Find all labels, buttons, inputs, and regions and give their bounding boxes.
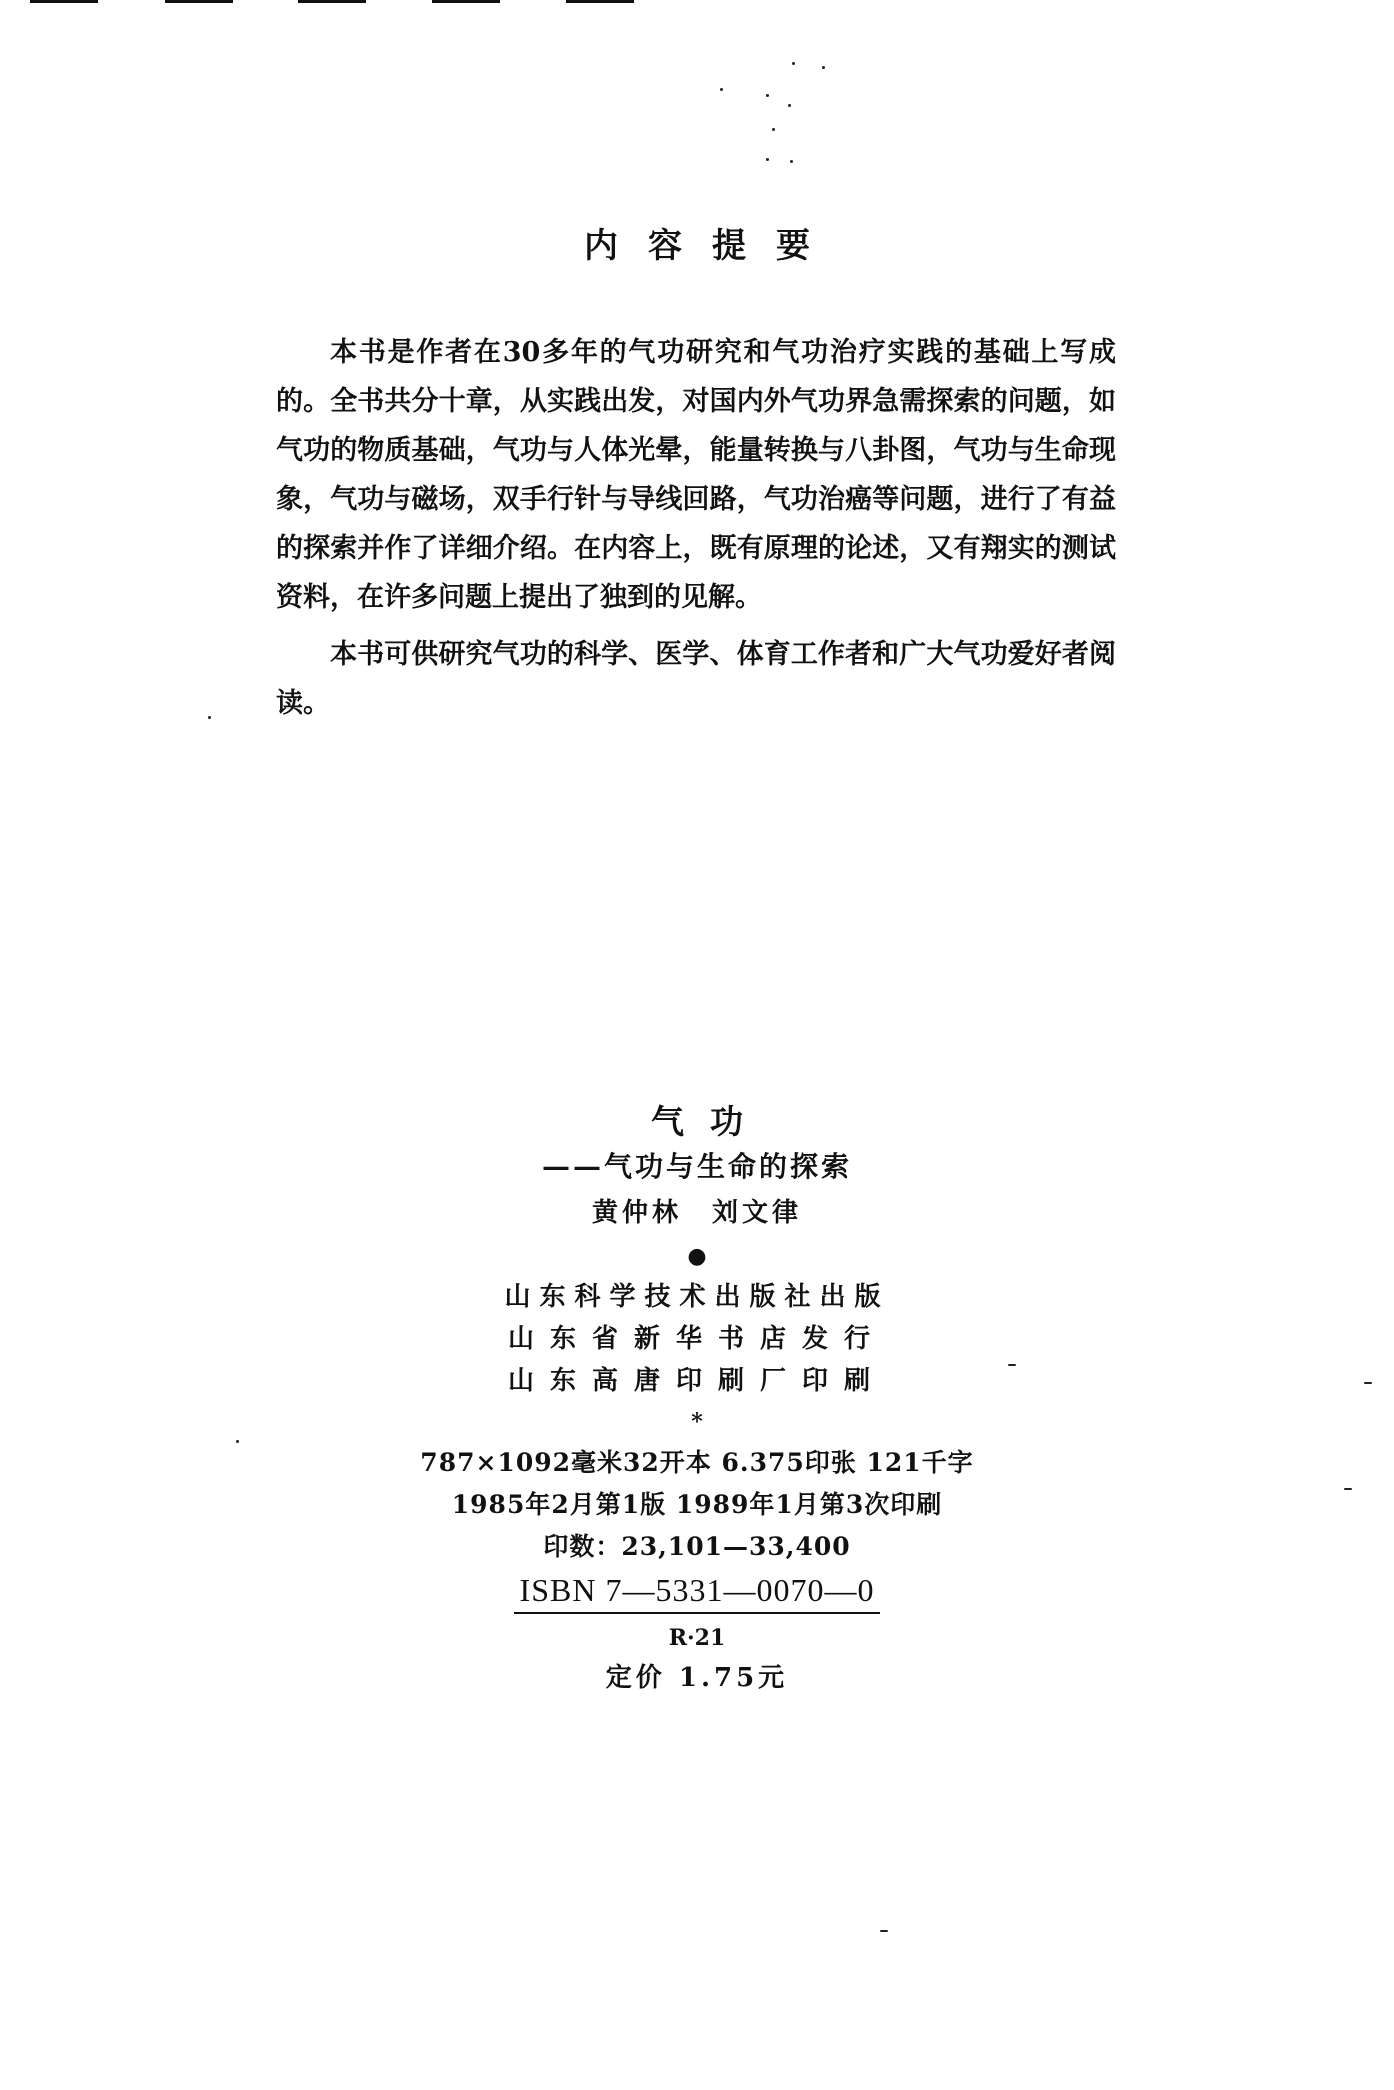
isbn: ISBN 7—5331—0070—0 xyxy=(519,1572,875,1608)
book-subtitle: ——气功与生命的探索 xyxy=(541,1150,852,1183)
colophon xyxy=(0,1100,1394,1698)
publisher-line: 山东科学技术出版社出版 xyxy=(504,1282,890,1312)
isbn-box xyxy=(514,1570,881,1614)
distributor-line: 山东省新华书店发行 xyxy=(507,1324,886,1354)
separator-dot: ● xyxy=(687,1243,707,1269)
top-rule-segment xyxy=(432,0,500,3)
scan-speck xyxy=(822,66,825,69)
scan-speck xyxy=(766,158,769,161)
scan-speck xyxy=(790,160,793,163)
top-rule-segment xyxy=(298,0,366,3)
top-rule-segment xyxy=(165,0,233,3)
edition-line: 1985年2月第1版 1989年1月第3次印刷 xyxy=(451,1490,943,1519)
format-line: 787×1092毫米32开本 6.375印张 121千字 xyxy=(420,1448,974,1477)
scan-speck xyxy=(208,716,211,719)
summary-body xyxy=(276,328,1116,736)
top-rule-segment xyxy=(30,0,98,3)
summary-paragraph: 本书是作者在30多年的气功研究和气功治疗实践的基础上写成的。全书共分十章，从实践出发，对国内外气功界急需探索的问题，如气功的物质基础，气功与人体光晕，能量转换与八卦图，气功与生命现象，气功与磁场，双手行针与导线回路，气功治癌等问题，进行了有益的探索并作了详细介绍。在内容上，既有原理的论述，又有翔实的测试资料，在许多问题上提出了独到的见解。 xyxy=(276,337,1116,613)
print-run-line: 印数：23,101—33,400 xyxy=(543,1532,851,1561)
top-rule-segment xyxy=(566,0,634,3)
scan-speck xyxy=(788,104,791,107)
classification-number: R·21 xyxy=(668,1625,726,1651)
scan-speck xyxy=(792,62,795,65)
price: 定价 1.75元 xyxy=(605,1663,789,1693)
scan-speck xyxy=(720,88,723,91)
summary-paragraph: 本书可供研究气功的科学、医学、体育工作者和广大气功爱好者阅读。 xyxy=(276,639,1116,719)
summary-heading: 内容提要 xyxy=(584,226,840,266)
book-title: 气功 xyxy=(651,1102,769,1141)
authors: 黄仲林 刘文律 xyxy=(591,1198,802,1228)
scan-speck xyxy=(772,128,775,131)
scan-speck xyxy=(880,1930,888,1932)
separator-asterisk: * xyxy=(691,1409,703,1435)
scan-speck xyxy=(766,94,769,97)
printer-line: 山东高唐印刷厂印刷 xyxy=(507,1366,886,1396)
